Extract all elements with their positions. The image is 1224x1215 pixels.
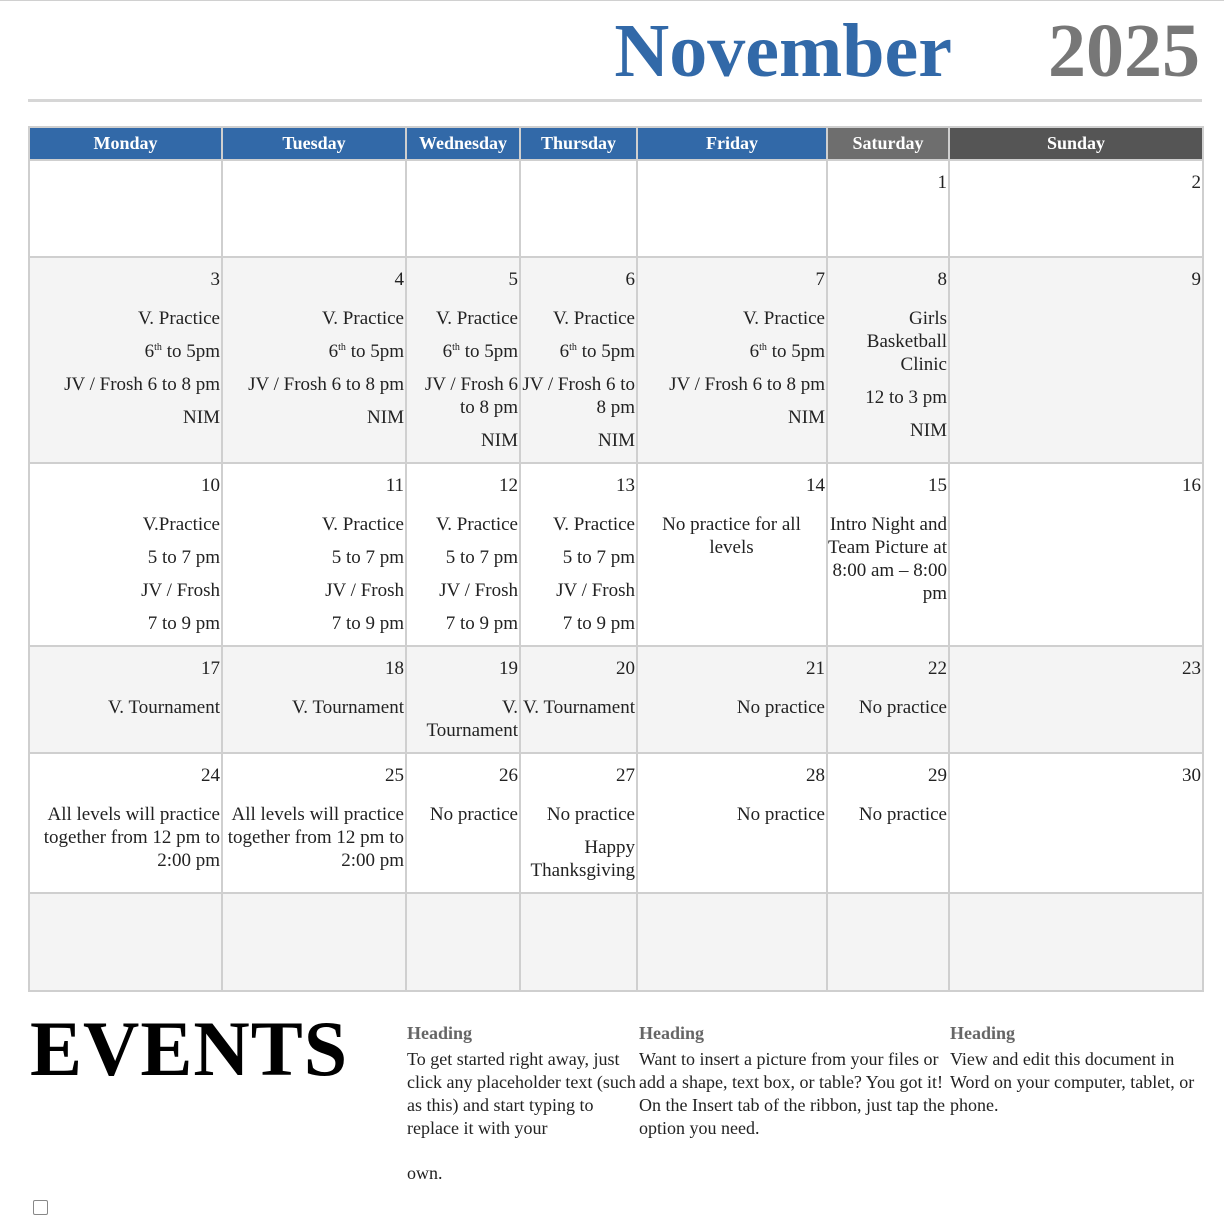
event-text: NIM — [910, 420, 947, 441]
year-title: 2025 — [1048, 9, 1200, 93]
events-title: EVENTS — [30, 1005, 349, 1092]
top-border — [0, 0, 1224, 1]
day-number: 22 — [928, 658, 947, 679]
event-text: 12 to 3 pm — [865, 387, 947, 408]
day-cell[interactable] — [949, 753, 1203, 893]
event-text: Intro Night and Team Picture at 8:00 am – 8:00 pm — [828, 514, 947, 604]
event-text: JV / Frosh — [141, 580, 220, 601]
day-number: 9 — [1191, 269, 1201, 290]
event-text: Happy Thanksgiving — [530, 837, 635, 881]
event-text: 7 to 9 pm — [445, 613, 518, 634]
week-row — [29, 646, 1203, 753]
events-body-2[interactable]: Want to insert a picture from your files or add a shape, text box, or table? You got it! On the Insert tab of the ribbon, just tap the option you need. — [639, 1049, 945, 1138]
event-text: V. Tournament — [292, 697, 404, 718]
event-text: All levels will practice together from 12 pm to 2:00 pm — [43, 804, 220, 871]
weekday-saturday: Saturday — [827, 127, 949, 160]
day-cell[interactable] — [827, 257, 949, 463]
event-text: V. Practice — [553, 308, 635, 329]
weekday-thursday: Thursday — [520, 127, 637, 160]
week-row — [29, 893, 1203, 991]
event-text: 5 to 7 pm — [445, 547, 518, 568]
day-cell[interactable] — [949, 257, 1203, 463]
day-number: 29 — [928, 765, 947, 786]
event-text: V. Tournament — [426, 697, 518, 741]
events-column-1[interactable] — [407, 1022, 639, 1185]
day-cell[interactable] — [520, 753, 637, 893]
day-number: 28 — [806, 765, 825, 786]
day-number — [950, 904, 1201, 927]
day-number: 21 — [806, 658, 825, 679]
event-text: No practice — [546, 804, 635, 825]
day-cell[interactable] — [406, 463, 520, 646]
events-column-2[interactable] — [639, 1022, 949, 1140]
day-cell[interactable] — [827, 160, 949, 257]
event-text: V. Practice — [743, 308, 825, 329]
events-body-3[interactable]: View and edit this document in Word on your computer, tablet, or phone. — [950, 1049, 1195, 1115]
event-text: JV / Frosh 6 to 8 pm — [424, 374, 518, 418]
day-number: 23 — [1182, 658, 1201, 679]
day-number — [223, 904, 404, 927]
weekday-sunday: Sunday — [949, 127, 1203, 160]
day-number: 2 — [1191, 172, 1201, 193]
day-number: 3 — [210, 269, 220, 290]
day-number — [30, 171, 220, 194]
day-cell[interactable] — [29, 463, 222, 646]
events-column-3[interactable] — [950, 1022, 1200, 1117]
day-cell[interactable] — [222, 463, 406, 646]
event-text: No practice — [858, 697, 947, 718]
day-cell[interactable] — [520, 893, 637, 991]
day-cell[interactable] — [29, 160, 222, 257]
day-cell[interactable] — [520, 646, 637, 753]
event-text: 6th to 5pm — [749, 341, 825, 362]
event-text: 6th to 5pm — [442, 341, 518, 362]
day-number — [407, 171, 518, 194]
day-cell[interactable] — [222, 257, 406, 463]
week-row — [29, 257, 1203, 463]
event-text: NIM — [183, 407, 220, 428]
event-text: Girls Basketball Clinic — [866, 308, 947, 375]
day-cell[interactable] — [406, 893, 520, 991]
event-text: JV / Frosh 6 to 8 pm — [64, 374, 220, 395]
day-number: 10 — [201, 475, 220, 496]
day-number: 18 — [385, 658, 404, 679]
day-cell[interactable] — [637, 646, 827, 753]
day-cell[interactable] — [29, 646, 222, 753]
day-cell[interactable] — [949, 463, 1203, 646]
weekday-monday: Monday — [29, 127, 222, 160]
event-text: NIM — [367, 407, 404, 428]
event-text: NIM — [598, 430, 635, 451]
weekday-header-row — [29, 127, 1203, 160]
day-cell[interactable] — [406, 160, 520, 257]
event-text: V. Practice — [553, 514, 635, 535]
week-row — [29, 160, 1203, 257]
day-cell[interactable] — [637, 463, 827, 646]
day-cell[interactable] — [827, 893, 949, 991]
weekday-friday: Friday — [637, 127, 827, 160]
day-cell[interactable] — [949, 646, 1203, 753]
event-text: NIM — [481, 430, 518, 451]
event-text: JV / Frosh — [325, 580, 404, 601]
day-number — [638, 904, 825, 927]
event-text: 7 to 9 pm — [562, 613, 635, 634]
event-text: No practice — [858, 804, 947, 825]
day-cell[interactable] — [222, 893, 406, 991]
event-text: 5 to 7 pm — [562, 547, 635, 568]
day-number: 25 — [385, 765, 404, 786]
day-cell[interactable] — [520, 463, 637, 646]
day-number: 5 — [508, 269, 518, 290]
day-cell[interactable] — [637, 753, 827, 893]
event-text: No practice — [736, 804, 825, 825]
day-number: 17 — [201, 658, 220, 679]
event-text: V. Practice — [138, 308, 220, 329]
day-number: 15 — [928, 475, 947, 496]
event-text: JV / Frosh 6 to 8 pm — [248, 374, 404, 395]
event-text: JV / Frosh 6 to 8 pm — [522, 374, 635, 418]
day-number — [521, 904, 635, 927]
day-number: 26 — [499, 765, 518, 786]
day-number: 8 — [937, 269, 947, 290]
month-title: November — [614, 9, 952, 93]
day-number — [407, 904, 518, 927]
event-text: V. Practice — [436, 308, 518, 329]
day-number: 12 — [499, 475, 518, 496]
event-text: 5 to 7 pm — [147, 547, 220, 568]
day-cell[interactable] — [406, 753, 520, 893]
event-text: JV / Frosh — [439, 580, 518, 601]
day-cell[interactable] — [29, 893, 222, 991]
day-number: 11 — [385, 475, 404, 496]
day-number: 1 — [937, 172, 947, 193]
day-number: 19 — [499, 658, 518, 679]
day-cell[interactable] — [520, 257, 637, 463]
day-number — [521, 171, 635, 194]
event-text: No practice — [429, 804, 518, 825]
day-number: 16 — [1182, 475, 1201, 496]
day-cell[interactable] — [949, 893, 1203, 991]
day-cell[interactable] — [222, 160, 406, 257]
events-heading-2: Heading — [639, 1023, 705, 1043]
day-cell[interactable] — [637, 257, 827, 463]
day-cell[interactable] — [29, 753, 222, 893]
title-divider — [28, 99, 1202, 102]
day-cell[interactable] — [827, 463, 949, 646]
week-row — [29, 463, 1203, 646]
checkbox-icon[interactable] — [33, 1200, 48, 1215]
event-text: NIM — [788, 407, 825, 428]
event-text: 5 to 7 pm — [331, 547, 404, 568]
day-cell[interactable] — [222, 646, 406, 753]
event-text: V. Practice — [436, 514, 518, 535]
day-cell[interactable] — [637, 893, 827, 991]
day-cell[interactable] — [222, 753, 406, 893]
event-text: V.Practice — [142, 514, 220, 535]
event-text: No practice — [736, 697, 825, 718]
day-number: 24 — [201, 765, 220, 786]
day-cell[interactable] — [520, 160, 637, 257]
day-number — [223, 171, 404, 194]
day-number: 4 — [394, 269, 404, 290]
day-cell[interactable] — [827, 646, 949, 753]
events-body-1-tail[interactable]: own. — [407, 1163, 443, 1183]
events-body-1[interactable]: To get started right away, just click any placeholder text (such as this) and start typing to replace it with your — [407, 1049, 636, 1138]
event-text: 6th to 5pm — [328, 341, 404, 362]
event-text: No practice for all levels — [662, 514, 801, 558]
event-text: All levels will practice together from 12 pm to 2:00 pm — [227, 804, 404, 871]
events-heading-1: Heading — [407, 1023, 473, 1043]
weekday-tuesday: Tuesday — [222, 127, 406, 160]
week-row — [29, 753, 1203, 893]
day-cell[interactable] — [949, 160, 1203, 257]
event-text: V. Practice — [322, 514, 404, 535]
day-cell[interactable] — [406, 257, 520, 463]
day-number: 6 — [625, 269, 635, 290]
day-number: 7 — [815, 269, 825, 290]
day-cell[interactable] — [637, 160, 827, 257]
event-text: 7 to 9 pm — [147, 613, 220, 634]
day-cell[interactable] — [29, 257, 222, 463]
calendar-grid — [28, 126, 1204, 992]
weekday-wednesday: Wednesday — [406, 127, 520, 160]
day-number: 30 — [1182, 765, 1201, 786]
event-text: V. Practice — [322, 308, 404, 329]
day-number: 27 — [616, 765, 635, 786]
day-number: 20 — [616, 658, 635, 679]
day-number — [828, 904, 947, 927]
event-text: V. Tournament — [523, 697, 635, 718]
day-number: 14 — [806, 475, 825, 496]
event-text: JV / Frosh — [556, 580, 635, 601]
event-text: 7 to 9 pm — [331, 613, 404, 634]
day-cell[interactable] — [406, 646, 520, 753]
day-number — [638, 171, 825, 194]
event-text: 6th to 5pm — [144, 341, 220, 362]
event-text: 6th to 5pm — [559, 341, 635, 362]
events-heading-3: Heading — [950, 1023, 1016, 1043]
event-text: V. Tournament — [108, 697, 220, 718]
event-text: JV / Frosh 6 to 8 pm — [669, 374, 825, 395]
calendar-title — [614, 4, 1200, 98]
day-number — [30, 904, 220, 927]
day-number: 13 — [616, 475, 635, 496]
day-cell[interactable] — [827, 753, 949, 893]
